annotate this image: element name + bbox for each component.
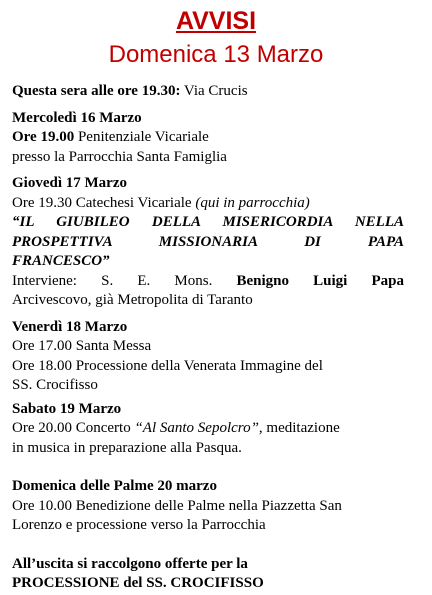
closing-section xyxy=(12,555,404,594)
saturday-concert-title: “Al Santo Sepolcro” xyxy=(134,420,259,436)
page-subtitle: Domenica 13 Marzo xyxy=(108,41,324,68)
today-label: Questa sera alle ore 19.30: xyxy=(12,83,181,99)
thursday-speaker-role: Arcivescovo, già Metropolita di Taranto xyxy=(12,292,253,308)
wednesday-place: presso la Parrocchia Santa Famiglia xyxy=(12,148,227,165)
saturday-day: Sabato 19 Marzo xyxy=(12,400,122,417)
palm-sunday-line2: Lorenzo e processione verso la Parrocchia xyxy=(12,517,266,533)
saturday-concert-prefix: Ore 20.00 Concerto xyxy=(12,420,131,436)
wednesday-time: Ore 19.00 xyxy=(12,129,75,145)
thursday-speaker xyxy=(12,272,404,292)
thursday-event xyxy=(12,194,404,214)
thursday-place-note: (qui in parrocchia) xyxy=(195,194,310,211)
closing-line1: All’uscita si raccolgono offerte per la xyxy=(12,555,248,572)
thursday-time-event: Ore 19.30 Catechesi Vicariale xyxy=(12,194,192,211)
saturday-section xyxy=(12,400,404,459)
thursday-theme-line3: FRANCESCO” xyxy=(12,253,110,269)
friday-procession-line2: SS. Crocifisso xyxy=(12,377,98,393)
today-text: Via Crucis xyxy=(183,83,248,99)
palm-sunday-day: Domenica delle Palme 20 marzo xyxy=(12,478,217,494)
notices xyxy=(12,82,404,594)
friday-mass: Ore 17.00 Santa Messa xyxy=(12,338,152,354)
closing-line2: PROCESSIONE del SS. CROCIFISSO xyxy=(12,575,264,591)
friday-section xyxy=(12,318,404,396)
saturday-concert-suffix: , meditazione xyxy=(258,420,340,436)
thursday-theme-line2: PROSPETTIVA MISSIONARIA DI PAPA xyxy=(12,233,404,250)
wednesday-day: Mercoledì 16 Marzo xyxy=(12,109,142,126)
page-title: AVVISI xyxy=(175,7,257,35)
today-notice xyxy=(12,82,404,102)
thursday-speaker-name: Benigno Luigi Papa xyxy=(236,272,404,289)
thursday-day: Giovedì 17 Marzo xyxy=(12,175,127,191)
wednesday-event xyxy=(12,128,404,148)
saturday-concert xyxy=(12,419,404,439)
thursday-theme-line1: “IL GIUBILEO DELLA MISERICORDIA NELLA xyxy=(12,214,404,230)
palm-sunday-section xyxy=(12,477,404,536)
saturday-concert-line2: in musica in preparazione alla Pasqua. xyxy=(12,439,242,456)
friday-procession-line1: Ore 18.00 Processione della Venerata Immagine del xyxy=(12,357,323,374)
thursday-section xyxy=(12,174,404,311)
wednesday-section xyxy=(12,109,404,168)
thursday-speaker-prefix: Interviene: S. E. Mons. xyxy=(12,272,213,289)
wednesday-event-text: Penitenziale Vicariale xyxy=(77,129,209,145)
friday-day: Venerdì 18 Marzo xyxy=(12,318,128,335)
palm-sunday-line1: Ore 10.00 Benedizione delle Palme nella Piazzetta San xyxy=(12,497,342,514)
